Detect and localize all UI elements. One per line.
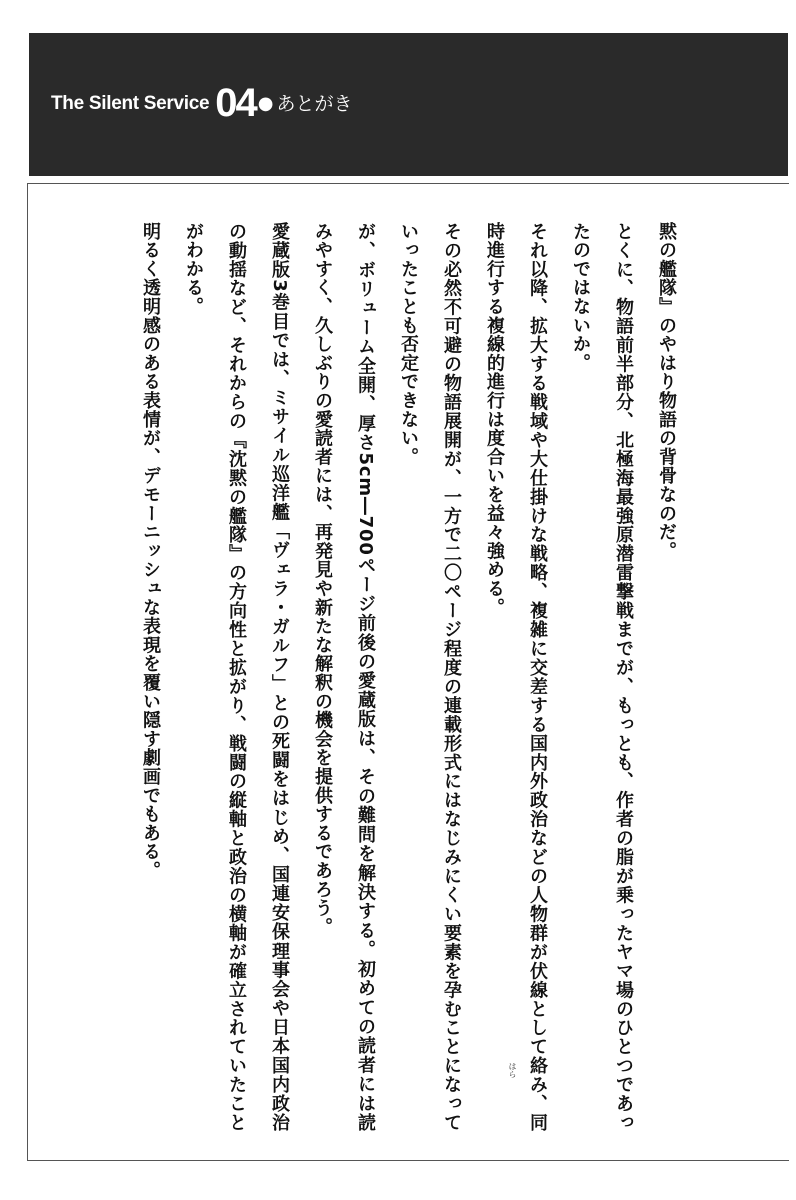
bullet-icon: ● [257, 93, 274, 114]
paragraph: 黙の艦隊』のやはり物語の背骨なのだ。 [656, 222, 677, 561]
paragraph: その必然不可避の物語展開が、一方で二〇ページ程度の連載形式にはなじみにくい要素を孕むことになっていったことも否定できない。 [398, 222, 462, 1132]
afterword-body [140, 222, 688, 1132]
paragraph: が、ボリューム全開、厚さ5cm―700ページ前後の愛蔵版は、その難問を解決する。初めての読者には読みやすく、久しぶりの愛読者には、再発見や新たな解釈の機会を提供するであろう。 [312, 222, 376, 1132]
header-banner [29, 33, 788, 176]
series-title: The Silent Service [51, 93, 210, 114]
paragraph: 愛蔵版3巻目では、ミサイル巡洋艦「ヴェラ・ガルフ」との死闘をはじめ、国連安保理事会や日本国内政治の動揺など、それからの『沈黙の艦隊』の方向性と拡がり、戦闘の縦軸と政治の横軸が確立されていたことがわかる。 [183, 222, 290, 1132]
header-title-row [51, 83, 353, 123]
paragraph: 明るく透明感のある表情が、デモーニッシュな表現を覆い隠す劇画でもある。 [140, 222, 161, 880]
section-title: あとがき [276, 93, 353, 115]
volume-number: 04 [215, 81, 256, 125]
paragraph: それ以降、拡大する戦域や大仕掛けな戦略、複雑に交差する国内外政治などの人物群が伏線として絡み、同時進行する複線的進行は度合いを益々強める。 [484, 222, 548, 1132]
paragraph: とくに、物語前半部分、北極海最強原潜雷撃戦までが、もっとも、作者の脂が乗ったヤマ場のひとつであったのではないか。 [570, 222, 634, 1132]
furigana-hara: はら [508, 1062, 517, 1078]
